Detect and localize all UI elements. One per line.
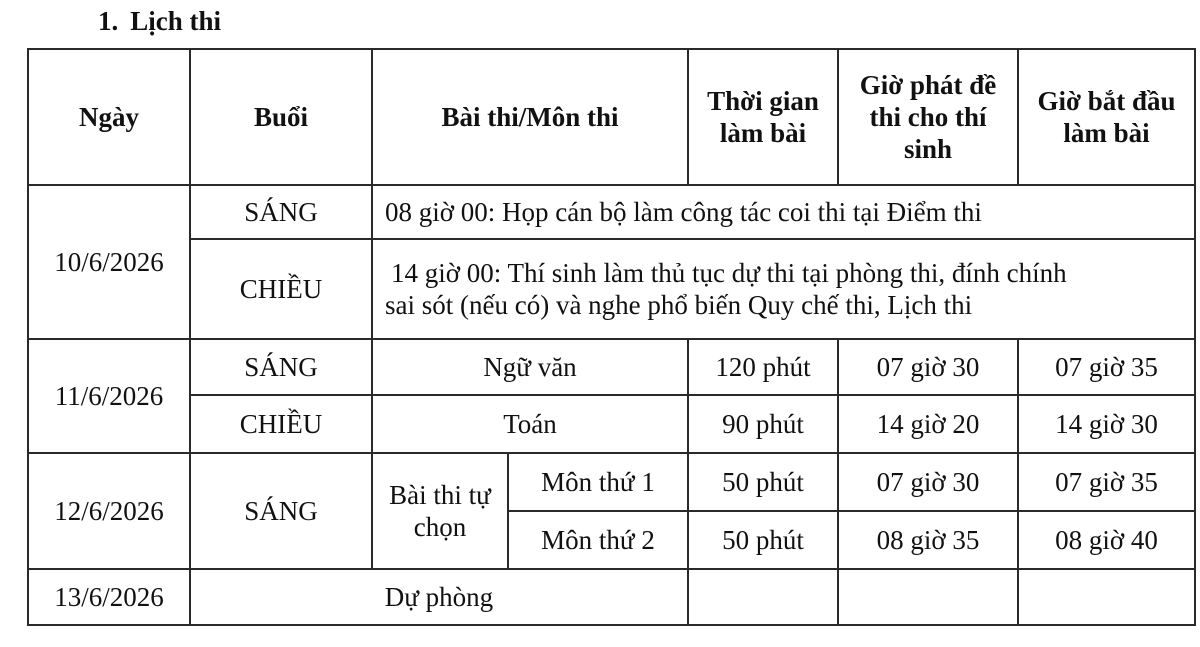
duration-cell: 50 phút xyxy=(688,453,838,511)
header-start-time: Giờ bắt đầu làm bài xyxy=(1018,49,1195,185)
session-cell: CHIỀU xyxy=(190,395,372,453)
header-subject: Bài thi/Môn thi xyxy=(372,49,688,185)
session-cell: SÁNG xyxy=(190,339,372,395)
note-cell: Dự phòng xyxy=(190,569,688,625)
start-time-cell: 07 giờ 35 xyxy=(1018,453,1195,511)
subject-cell: Ngữ văn xyxy=(372,339,688,395)
section-title: Lịch thi xyxy=(130,6,222,36)
note-cell xyxy=(372,239,1195,339)
exam-schedule-table xyxy=(27,48,1196,626)
note-cell: 08 giờ 00: Họp cán bộ làm công tác coi thi tại Điểm thi xyxy=(372,185,1195,239)
header-date: Ngày xyxy=(28,49,190,185)
header-row xyxy=(28,49,1195,185)
table-row xyxy=(28,339,1195,395)
date-cell: 10/6/2026 xyxy=(28,185,190,339)
start-time-cell: 14 giờ 30 xyxy=(1018,395,1195,453)
subject-group-cell: Bài thi tự chọn xyxy=(372,453,508,569)
date-cell: 13/6/2026 xyxy=(28,569,190,625)
issue-time-cell: 07 giờ 30 xyxy=(838,453,1018,511)
date-cell: 12/6/2026 xyxy=(28,453,190,569)
table-row xyxy=(28,239,1195,339)
section-heading xyxy=(98,4,221,38)
note-line: sai sót (nếu có) và nghe phổ biến Quy chế thi, Lịch thi xyxy=(385,290,973,320)
table-row xyxy=(28,395,1195,453)
empty-cell xyxy=(838,569,1018,625)
section-number: 1. xyxy=(98,6,119,36)
duration-cell: 90 phút xyxy=(688,395,838,453)
date-cell: 11/6/2026 xyxy=(28,339,190,453)
subject-cell: Môn thứ 1 xyxy=(508,453,688,511)
start-time-cell: 08 giờ 40 xyxy=(1018,511,1195,569)
empty-cell xyxy=(688,569,838,625)
subject-cell: Toán xyxy=(372,395,688,453)
header-duration: Thời gian làm bài xyxy=(688,49,838,185)
header-session: Buổi xyxy=(190,49,372,185)
header-issue-time: Giờ phát đề thi cho thí sinh xyxy=(838,49,1018,185)
duration-cell: 120 phút xyxy=(688,339,838,395)
issue-time-cell: 07 giờ 30 xyxy=(838,339,1018,395)
issue-time-cell: 14 giờ 20 xyxy=(838,395,1018,453)
duration-cell: 50 phút xyxy=(688,511,838,569)
issue-time-cell: 08 giờ 35 xyxy=(838,511,1018,569)
note-line: 14 giờ 00: Thí sinh làm thủ tục dự thi tại phòng thi, đính chính xyxy=(391,258,1067,288)
session-cell: CHIỀU xyxy=(190,239,372,339)
table-row xyxy=(28,453,1195,511)
session-cell: SÁNG xyxy=(190,453,372,569)
subject-cell: Môn thứ 2 xyxy=(508,511,688,569)
session-cell: SÁNG xyxy=(190,185,372,239)
start-time-cell: 07 giờ 35 xyxy=(1018,339,1195,395)
empty-cell xyxy=(1018,569,1195,625)
table-row xyxy=(28,569,1195,625)
table-row xyxy=(28,185,1195,239)
